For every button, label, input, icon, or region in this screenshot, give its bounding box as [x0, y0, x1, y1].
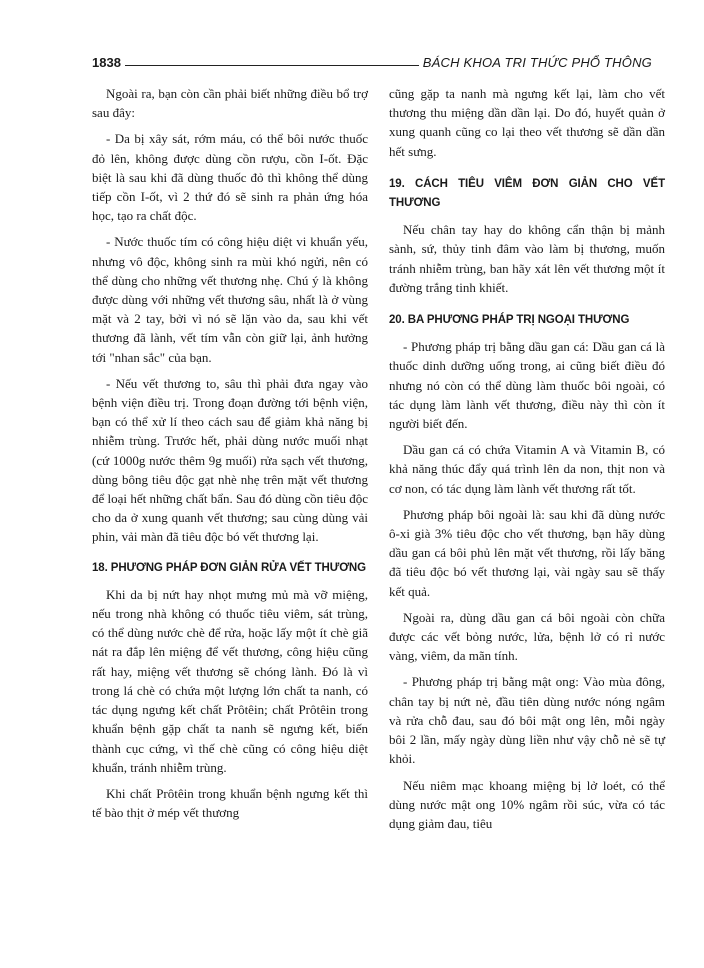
header-rule — [125, 65, 419, 66]
paragraph: Khi chất Prôtêin trong khuẩn bệnh ngưng kết thì tế bào thịt ở mép vết thương — [92, 785, 368, 821]
paragraph: Ngoài ra, bạn còn cần phải biết những điều bổ trợ sau đây: — [92, 86, 368, 121]
paragraph: - Nước thuốc tím có công hiệu diệt vi khuẩn yếu, nhưng vô độc, không sinh ra mùi khó ngửi, nên có thể dùng cho những vết thương nhẹ. Chú ý là không được dùng với những vết thương sâu, nhất là ở vùng mặt và 2 tay, bởi vì nó sẽ lặn vào da, sau khi vết thương đã lành, vết tím vẫn còn giữ lại, ảnh hưởng tới "nhan sắc" của bạn. — [92, 234, 368, 365]
left-column — [92, 84, 368, 829]
paragraph: Ngoài ra, dùng dầu gan cá bôi ngoài còn chữa được các vết bỏng nước, lửa, bệnh lở có rỉ nước vàng, viêm, da mãn tính. — [389, 609, 665, 664]
page-number: 1838 — [92, 55, 121, 70]
paragraph: - Da bị xây sát, rớm máu, có thể bôi nước thuốc đỏ lên, không được dùng cồn rượu, cồn I-ốt. Đặc biệt là sau khi đã dùng thuốc đỏ thì không thể dùng tiếp cồn I-ốt, vì 2 thứ đó sẽ sinh ra phản ứng hóa học, tạo ra chất độc. — [92, 131, 368, 224]
paragraph: Phương pháp bôi ngoài là: sau khi đã dùng nước ô-xi già 3% tiêu độc cho vết thương, bạn hãy dùng dầu gan cá bôi phủ lên mặt vết thương, rồi lấy băng đã tiêu độc bó vết thương lại, vài ngày sau sẽ thấy kết quả. — [389, 506, 665, 599]
paragraph: - Phương pháp trị bằng dầu gan cá: Dầu gan cá là thuốc dinh dưỡng uống trong, ai cũng biết điều đó nhưng nó còn có thể dùng làm thuốc bôi ngoài, có tác dụng làm lành vết thương, điều này thì còn ít người biết đến. — [389, 339, 665, 432]
paragraph: Nếu chân tay hay do không cẩn thận bị mảnh sành, sứ, thủy tinh đâm vào làm bị thương, muốn tránh nhiễm trùng, ban hãy xát lên vết thương một ít đường trắng tinh khiết. — [389, 222, 665, 295]
running-title: BÁCH KHOA TRI THỨC PHỔ THÔNG — [422, 55, 652, 70]
section-heading-19: 19. CÁCH TIÊU VIÊM ĐƠN GIẢN CHO VẾT THƯƠNG — [389, 177, 665, 210]
paragraph: Dầu gan cá có chứa Vitamin A và Vitamin B, có khả năng thúc đẩy quá trình lên da non, thịt non và cơ non, có tác dụng làm lành vết thương rất tốt. — [389, 442, 665, 496]
paragraph: cũng gặp ta nanh mà ngưng kết lại, làm cho vết thương thu miệng dần dần lại. Do đó, huyết quản ở xung quanh cũng co lại theo vết thương sẽ dần dần hết sưng. — [389, 86, 665, 159]
paragraph: Nếu niêm mạc khoang miệng bị lở loét, có thể dùng nước mật ong 10% ngâm rồi súc, vừa có tác dụng giảm đau, tiêu — [389, 777, 665, 831]
section-heading-18: 18. PHƯƠNG PHÁP ĐƠN GIẢN RỬA VẾT THƯƠNG — [92, 561, 366, 574]
right-column — [389, 84, 665, 840]
paragraph: Khi da bị nứt hay nhọt mưng mủ mà vỡ miệng, nếu trong nhà không có thuốc tiêu viêm, sát trùng, có thể dùng nước chè để rửa, hoặc lấy một ít chè giã nát ra đắp lên miệng để vết thương, công hiệu cũng rất hay, miệng vết thương sẽ chóng lành. Đó là vì trong lá chè có chứa một lượng lớn chất ta nanh, có tác dụng ngưng kết chất Prôtêin; chất Prôtêin trong khuẩn bệnh gặp chất ta nanh sẽ ngưng kết, biến thành cục cứng, vì thế chè cũng có công hiệu diệt khuẩn, tránh nhiễm trùng. — [92, 586, 368, 775]
running-header — [92, 50, 652, 70]
paragraph: - Nếu vết thương to, sâu thì phải đưa ngay vào bệnh viện điều trị. Trong đoạn đường tới bệnh viện, bạn có thể xử lí theo cách sau để giảm khả năng bị nhiễm trùng. Trước hết, phải dùng nước muối nhạt (cứ 1000g nước thêm 9g muối) rửa sạch vết thương, dùng bông tiêu độc gạt nhè nhẹ trên mặt vết thương để loại hết những chất bẩn. Sau đó dùng cồn tiêu độc cho da ở xung quanh vết thương; sau cùng dùng vải phin, vải màn đã tiêu độc bó vết thương lại. — [92, 375, 368, 545]
paragraph: - Phương pháp trị bằng mật ong: Vào mùa đông, chân tay bị nứt nẻ, đầu tiên dùng nước nóng ngâm và rửa chỗ đau, sau đó bôi mật ong lên, mỗi ngày bôi 2 lần, mấy ngày dùng liền như vậy chỗ nẻ sẽ tự khỏi. — [389, 674, 665, 767]
section-heading-20: 20. BA PHƯƠNG PHÁP TRỊ NGOẠI THƯƠNG — [389, 314, 630, 327]
